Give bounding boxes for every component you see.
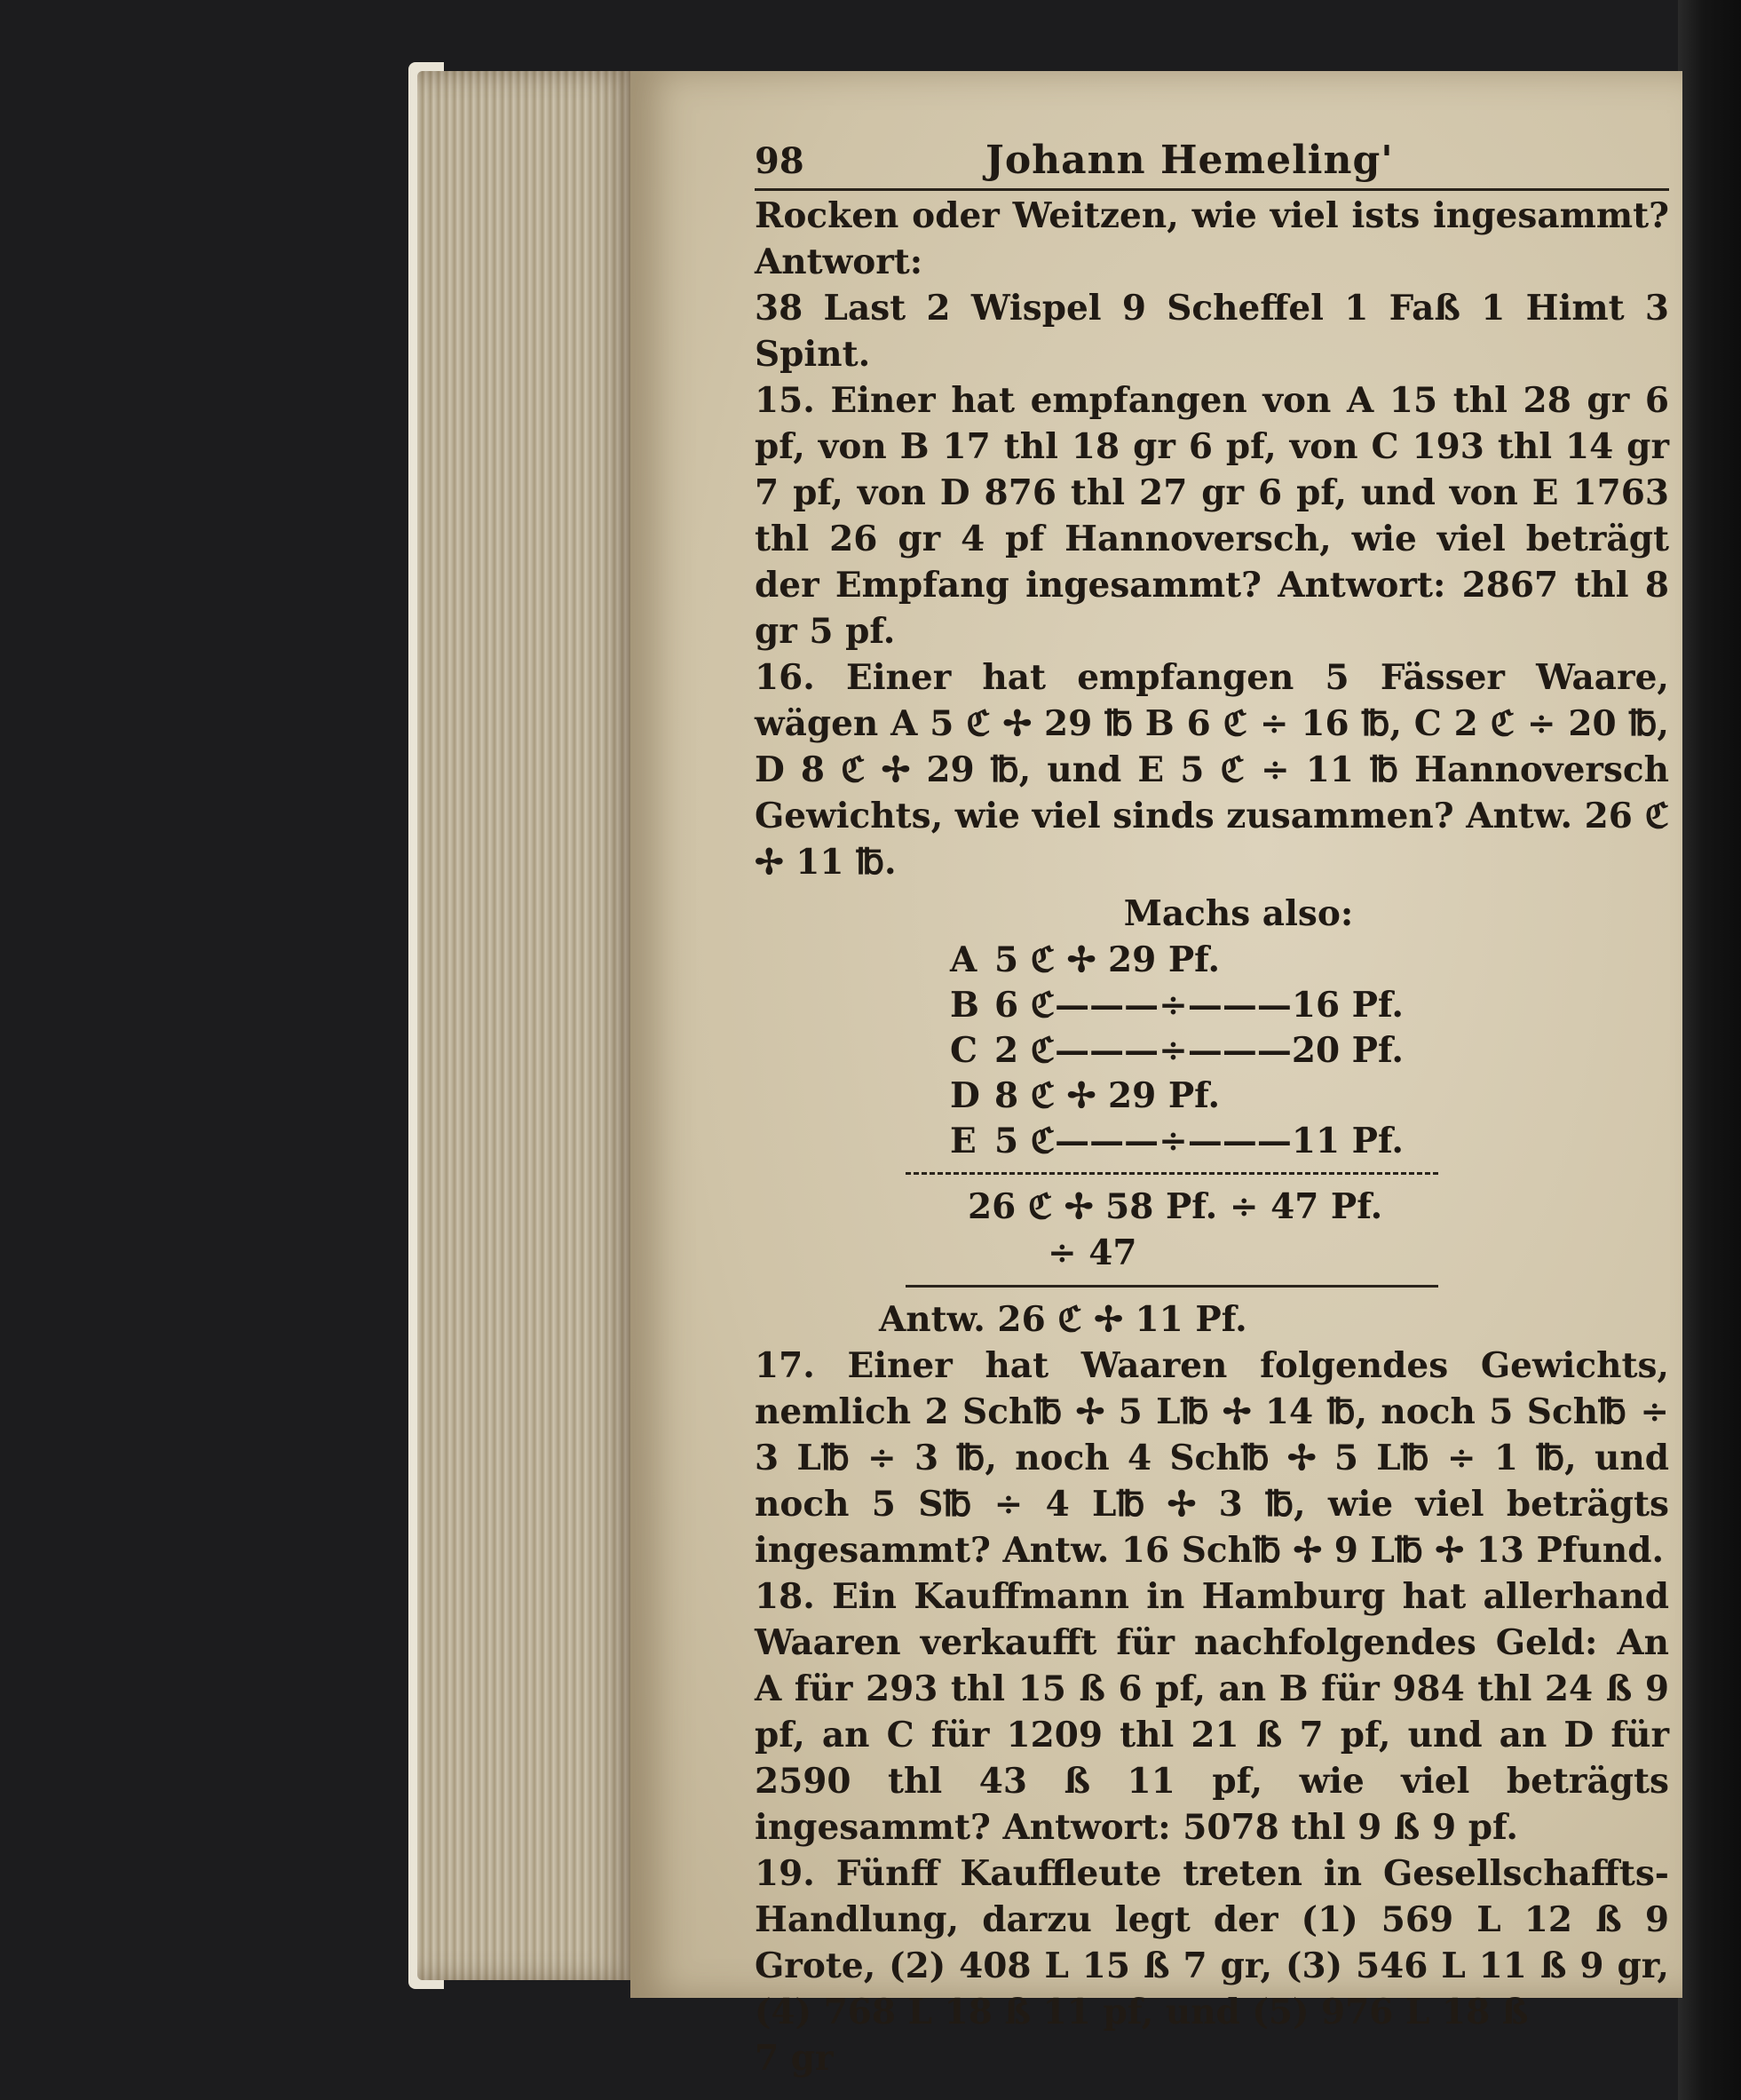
row-letter: A (950, 939, 977, 980)
answer-rule (906, 1285, 1438, 1288)
paragraph-19: 19. Fünff Kauffleute treten in Gesellschaffts-Handlung, darzu legt der (1) 569 L 12 ß 9 Grote, (2) 408 L 15 ß 7 gr, (3) 546 L 11 ß 9 gr, (4) 768 L 18 ß 11 pf, und (5) 976 L 18 ß (755, 1853, 1669, 2033)
book-page (630, 71, 1682, 2079)
paragraph-16: 16. Einer hat empfangen 5 Fässer Waare, wägen A 5 ℭ ✢ 29 ℔ B 6 ℭ ÷ 16 ℔, C 2 ℭ ÷ 20 ℔, D 8 ℭ ✢ 29 ℔, und E 5 ℭ ÷ 11 ℔ Hannoversch Gewichts, wie viel sinds zusammen? Antw. 26 ℭ ✢ 11 ℔. (755, 657, 1669, 883)
catchword: 7 gr (755, 2038, 834, 2079)
row-value: 2 ℭ———÷———20 Pf. (994, 1030, 1404, 1071)
row-letter: B (950, 985, 979, 1026)
row-letter: E (950, 1121, 977, 1161)
scan-background (1678, 0, 1741, 2100)
text-line: 38 Last 2 Wispel 9 Scheffel 1 Faß 1 Himt 3 Spint. (755, 288, 1669, 375)
row-letter: C (950, 1030, 978, 1071)
row-value: 5 ℭ ✢ 29 Pf. (994, 939, 1221, 980)
row-letter: D (950, 1075, 980, 1116)
calculation-row (950, 1027, 1669, 1073)
paragraph-18: 18. Ein Kauffmann in Hamburg hat allerhand Waaren verkaufft für nachfolgendes Geld: An A für 293 thl 15 ß 6 pf, an B für 984 thl 24 ß 9 pf, an C für 1209 thl 21 ß 7 pf, und an D für 2590 thl 43 ß 11 pf, wie viel beträgts ingesammt? Antwort: 5078 thl 9 ß 9 pf. (755, 1576, 1669, 1848)
calculation-row (950, 937, 1669, 982)
page-header (755, 138, 1669, 191)
row-value: 5 ℭ———÷———11 Pf. (994, 1121, 1404, 1161)
calculation-heading: Machs also: (1123, 893, 1354, 934)
calculation-answer: Antw. 26 ℭ ✢ 11 Pf. (879, 1299, 1247, 1340)
text-block (755, 138, 1669, 2081)
paragraph-17: 17. Einer hat Waaren folgendes Gewichts, nemlich 2 Sch℔ ✢ 5 L℔ ✢ 14 ℔, noch 5 Sch℔ ÷ 3 L℔ ÷ 3 ℔, noch 4 Sch℔ ✢ 5 L℔ ÷ 1 ℔, und noch 5 S℔ ÷ 4 L℔ ✢ 3 ℔, wie viel beträgts ingesammt? Antw. 16 Sch℔ ✢ 9 L℔ ✢ 13 Pfund. (755, 1345, 1669, 1571)
text-line: Rocken oder Weitzen, wie viel ists ingesammt? Antwort: (755, 195, 1669, 282)
running-title: Johann Hemeling' (985, 138, 1394, 183)
calculation-minus: ÷ 47 (1048, 1232, 1137, 1273)
calculation-block (755, 891, 1669, 1343)
paragraph-15: 15. Einer hat empfangen von A 15 thl 28 gr 6 pf, von B 17 thl 18 gr 6 pf, von C 193 thl 14 gr 7 pf, von D 876 thl 27 gr 6 pf, und von E 1763 thl 26 gr 4 pf Hannoversch, wie viel beträgt der Empfang ingesammt? Antwort: 2867 thl 8 gr 5 pf. (755, 380, 1669, 652)
sum-rule (906, 1172, 1438, 1175)
calculation-sum: 26 ℭ ✢ 58 Pf. ÷ 47 Pf. (968, 1186, 1383, 1227)
page-number: 98 (755, 140, 804, 182)
calculation-row (950, 1073, 1669, 1118)
calculation-row (950, 982, 1669, 1027)
row-value: 6 ℭ———÷———16 Pf. (994, 985, 1404, 1026)
calculation-row (950, 1118, 1669, 1163)
row-value: 8 ℭ ✢ 29 Pf. (994, 1075, 1221, 1116)
page-edges (417, 71, 639, 1980)
